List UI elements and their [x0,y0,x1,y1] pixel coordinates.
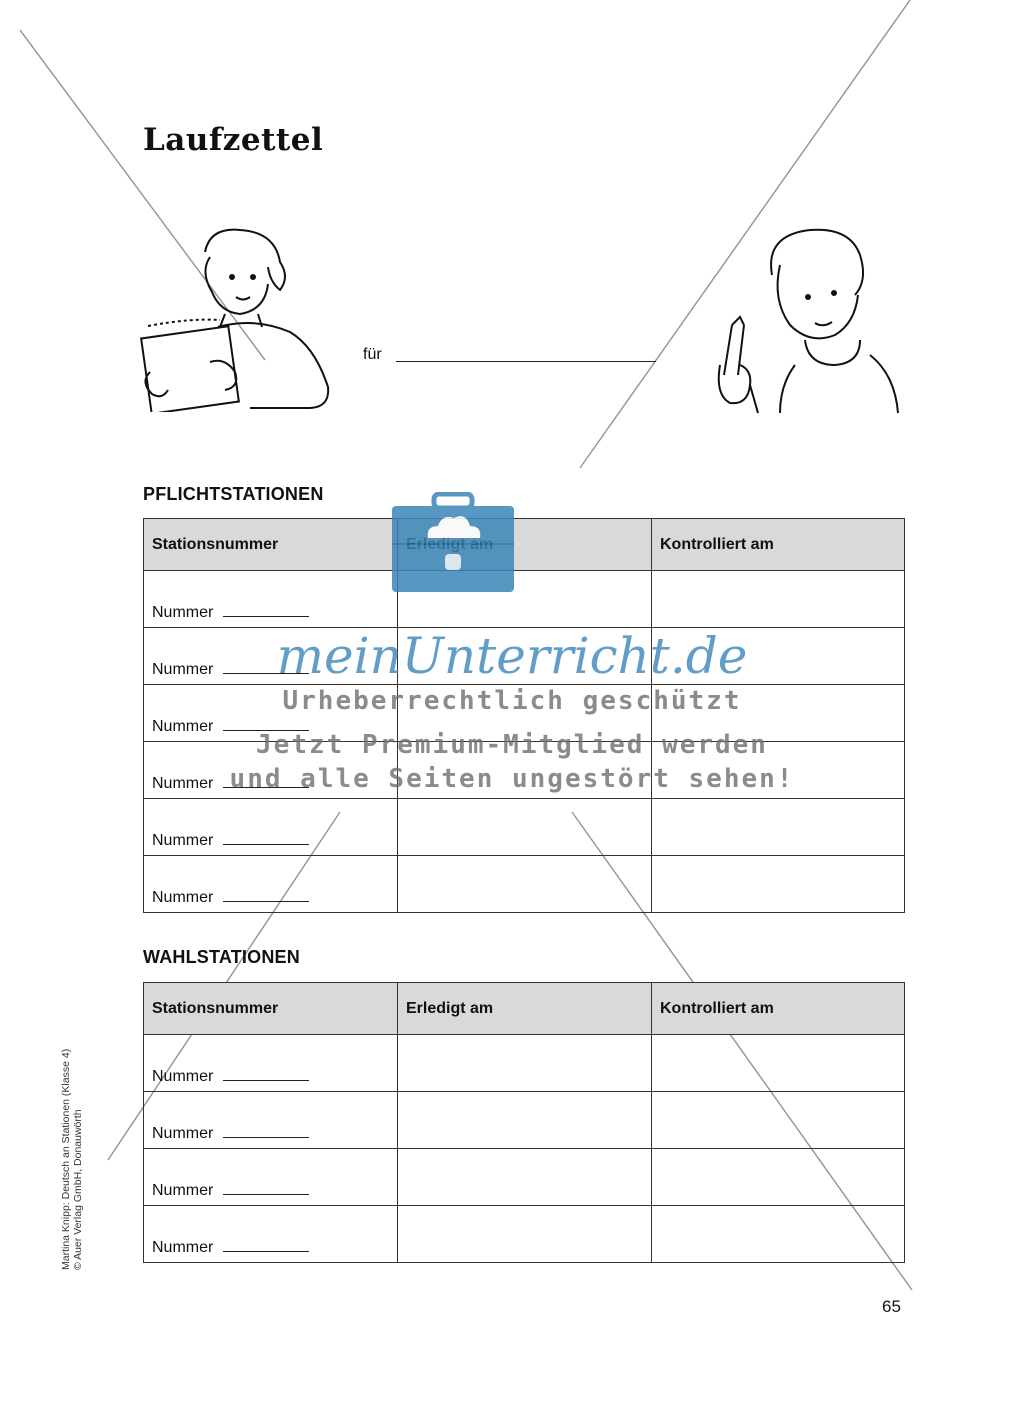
recipient-name-field[interactable] [396,361,656,362]
column-header: Stationsnummer [144,519,398,571]
column-header: Erledigt am [398,983,652,1035]
watermark-line1: Urheberrechtlich geschützt [282,686,742,716]
wahl-heading: WAHLSTATIONEN [143,947,300,967]
table-row [144,571,905,628]
checked-date-cell[interactable] [652,1149,905,1206]
checked-date-cell[interactable] [652,1035,905,1092]
done-date-cell[interactable] [398,856,652,913]
checked-date-cell[interactable] [652,571,905,628]
watermark-line3: und alle Seiten ungestört sehen! [229,764,795,794]
table-row [144,799,905,856]
table-row [144,1149,905,1206]
row-label: Nummer [152,1068,214,1085]
wahl-table [143,982,905,1263]
page-title: Laufzettel [143,122,324,158]
number-blank[interactable] [223,1182,309,1195]
row-label: Nummer [152,718,214,735]
done-date-cell[interactable] [398,1092,652,1149]
row-label: Nummer [152,775,214,792]
table-row [144,856,905,913]
station-number-cell[interactable] [144,1149,398,1206]
checked-date-cell[interactable] [652,1092,905,1149]
number-blank[interactable] [223,832,309,845]
row-label: Nummer [152,604,214,621]
number-blank[interactable] [223,604,309,617]
row-label: Nummer [152,661,214,678]
column-header: Stationsnummer [144,983,398,1035]
station-number-cell[interactable] [144,856,398,913]
copyright-line1: Martina Knipp: Deutsch an Stationen (Klasse 4) [60,1048,72,1270]
table-row [144,1092,905,1149]
number-blank[interactable] [223,1239,309,1252]
station-number-cell[interactable] [144,1035,398,1092]
copyright-note [60,1049,84,1270]
recipient-label: für [363,346,382,363]
watermark-brand: meinUnterricht.de [276,627,748,685]
station-number-cell[interactable] [144,1092,398,1149]
row-label: Nummer [152,1239,214,1256]
done-date-cell[interactable] [398,1149,652,1206]
table-row [144,1206,905,1263]
row-label: Nummer [152,1182,214,1199]
row-label: Nummer [152,889,214,906]
checked-date-cell[interactable] [652,799,905,856]
column-header: Kontrolliert am [652,519,905,571]
done-date-cell[interactable] [398,799,652,856]
done-date-cell[interactable] [398,1206,652,1263]
table-header-row [144,519,905,571]
page-number: 65 [882,1297,901,1316]
table-header-row [144,983,905,1035]
girl-with-notepad-illustration [140,222,335,412]
column-header: Kontrolliert am [652,983,905,1035]
station-number-cell[interactable] [144,571,398,628]
pflicht-heading: PFLICHTSTATIONEN [143,484,324,504]
copyright-line2: © Auer Verlag GmbH, Donauwörth [72,1109,84,1270]
number-blank[interactable] [223,889,309,902]
watermark-line2: Jetzt Premium-Mitglied werden [256,730,768,760]
done-date-cell[interactable] [398,1035,652,1092]
briefcase-watermark-icon [390,492,516,594]
station-number-cell[interactable] [144,1206,398,1263]
checked-date-cell[interactable] [652,1206,905,1263]
number-blank[interactable] [223,1068,309,1081]
number-blank[interactable] [223,1125,309,1138]
checked-date-cell[interactable] [652,856,905,913]
table-row [144,1035,905,1092]
station-number-cell[interactable] [144,799,398,856]
row-label: Nummer [152,1125,214,1142]
boy-with-pencil-illustration [710,225,905,415]
row-label: Nummer [152,832,214,849]
